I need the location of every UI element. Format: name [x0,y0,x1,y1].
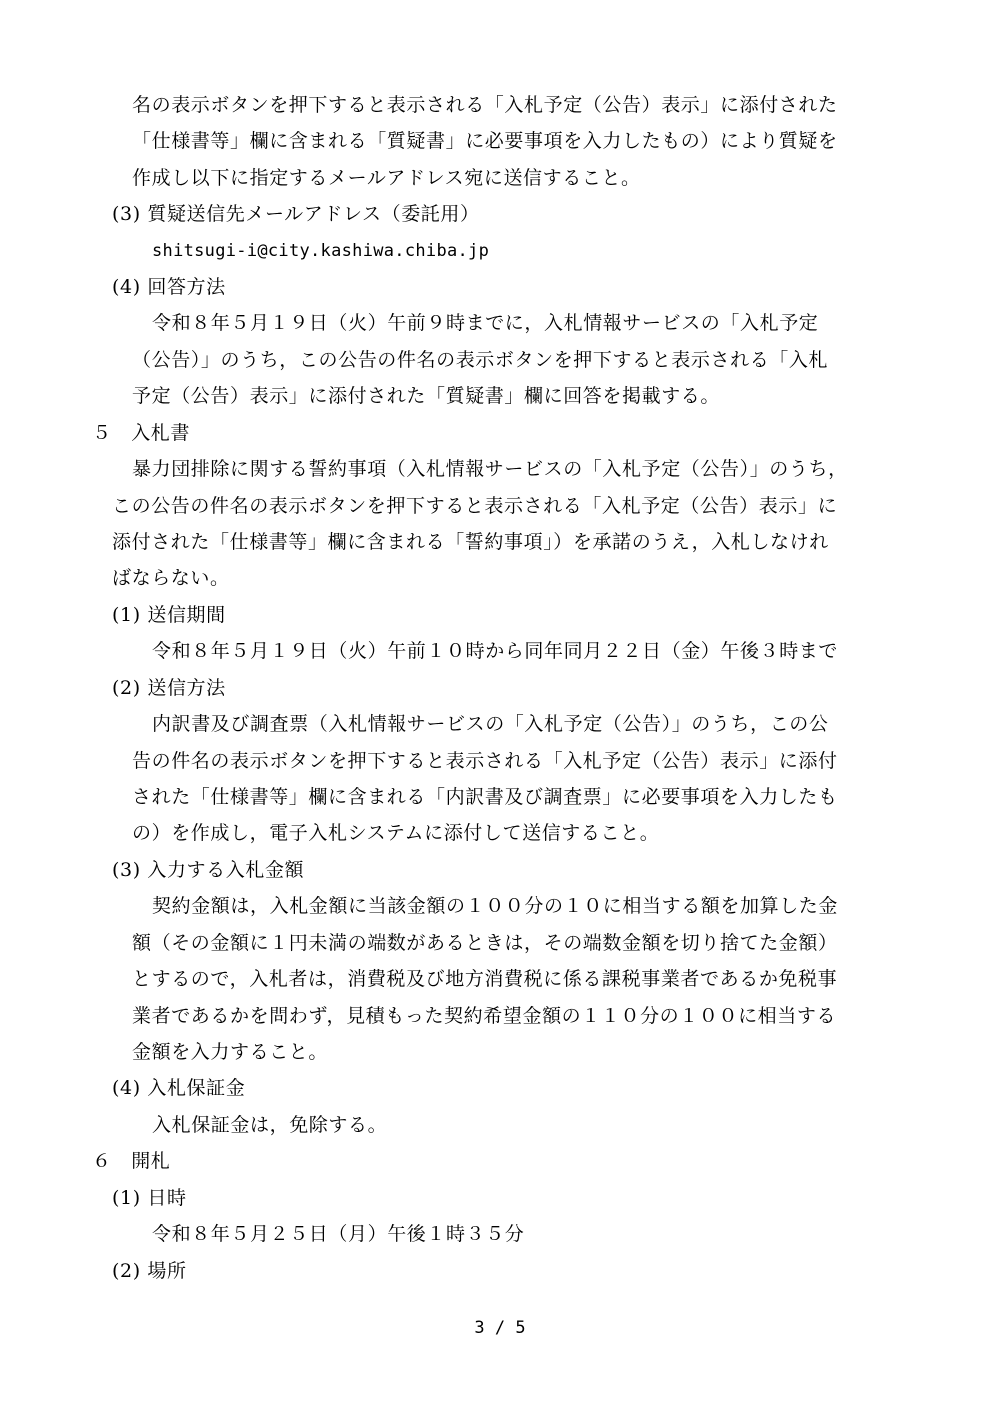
subsection-heading: (3) 入力する入札金額 [112,859,305,881]
body-text-line: 額（その金額に１円未満の端数があるときは，その端数金額を切り捨てた金額） [132,932,838,954]
subsection-heading: (3) 質疑送信先メールアドレス（委託用） [112,203,480,225]
page-number: 3 / 5 [474,1318,526,1338]
body-text-line: （公告）」のうち，この公告の件名の表示ボタンを押下すると表示される「入札 [132,349,829,371]
body-text-line: 名の表示ボタンを押下すると表示される「入札予定（公告）表示」に添付された [132,94,838,116]
body-text-line: の）を作成し，電子入札システムに添付して送信すること。 [132,822,660,844]
section-heading: ６ 開札 [92,1150,171,1172]
body-text-line: 告の件名の表示ボタンを押下すると表示される「入札予定（公告）表示」に添付 [132,750,838,772]
body-text-line: 内訳書及び調査票（入札情報サービスの「入札予定（公告）」のうち，この公 [152,713,829,735]
subsection-heading: (1) 送信期間 [112,604,226,626]
body-text-line: 業者であるかを問わず，見積もった契約希望金額の１１０分の１００に相当する [132,1005,837,1027]
body-text-line: 令和８年５月１９日（火）午前９時までに，入札情報サービスの「入札予定 [152,312,819,334]
subsection-heading: (4) 回答方法 [112,276,226,298]
body-text-line: 暴力団排除に関する誓約事項（入札情報サービスの「入札予定（公告）」のうち， [132,458,848,480]
body-text-line: 作成し以下に指定するメールアドレス宛に送信すること。 [132,167,641,189]
section-heading: ５ 入札書 [92,422,191,444]
subsection-heading: (4) 入札保証金 [112,1077,246,1099]
subsection-heading: (2) 送信方法 [112,677,226,699]
subsection-heading: (1) 日時 [112,1187,187,1209]
body-text-line: 予定（公告）表示」に添付された「質疑書」欄に回答を掲載する。 [132,385,721,407]
body-text-line: 金額を入力すること。 [132,1041,329,1063]
body-text-line: 入札保証金は，免除する。 [152,1114,388,1136]
email-address: shitsugi-i@city.kashiwa.chiba.jp [152,241,490,261]
body-text-line: 契約金額は，入札金額に当該金額の１００分の１０に相当する額を加算した金 [152,895,839,917]
body-text-line: ばならない。 [112,567,230,589]
body-text-line: 添付された「仕様書等」欄に含まれる「誓約事項」）を承諾のうえ，入札しなけれ [112,531,829,553]
body-text-line: 令和８年５月１９日（火）午前１０時から同年同月２２日（金）午後３時まで [152,640,839,662]
body-text-line: 令和８年５月２５日（月）午後１時３５分 [152,1223,525,1245]
body-text-line: 「仕様書等」欄に含まれる「質疑書」に必要事項を入力したもの）により質疑を [132,130,838,152]
body-text-line: この公告の件名の表示ボタンを押下すると表示される「入札予定（公告）表示」に [112,495,838,517]
body-text-line: された「仕様書等」欄に含まれる「内訳書及び調査票」に必要事項を入力したも [132,786,838,808]
subsection-heading: (2) 場所 [112,1260,187,1282]
body-text-line: とするので，入札者は，消費税及び地方消費税に係る課税事業者であるか免税事 [132,968,838,990]
